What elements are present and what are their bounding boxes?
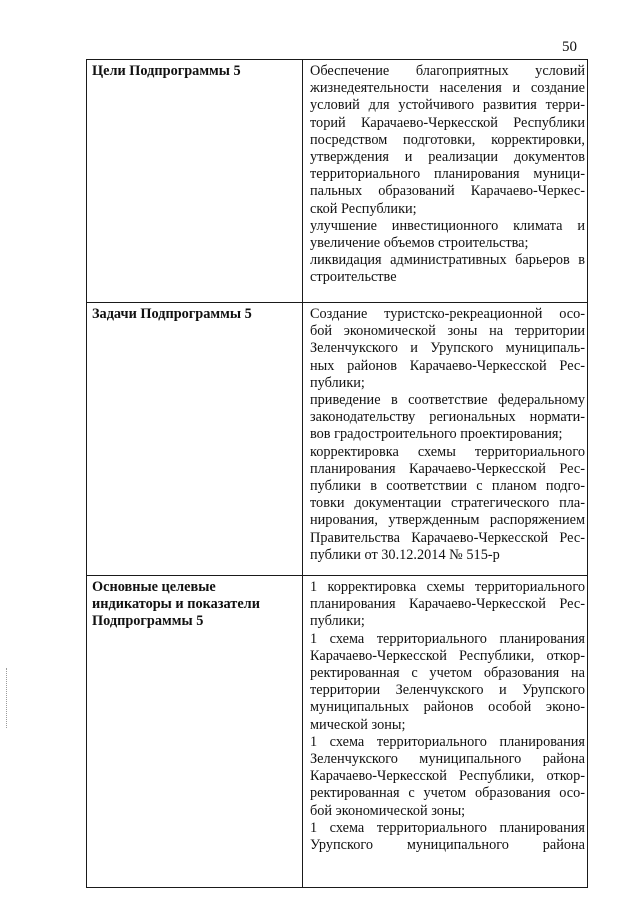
indicators-line: 1 схема территориального планирования (310, 630, 585, 647)
indicators-line: ректированная с учетом образования осо- (310, 785, 585, 802)
indicators-line: Карачаево-Черкесской Республики, откор- (310, 768, 585, 785)
indicators-label-line: Основные целевые (92, 579, 216, 595)
tasks-line: законодательству региональных нормати- (310, 409, 585, 426)
tasks-line: вов градостроительного проектирования; (310, 426, 563, 443)
indicators-line: территории Зеленчукского и Урупского (310, 682, 585, 699)
indicators-line: планирования Карачаево-Черкесской Рес- (310, 596, 585, 613)
tasks-line: планирования Карачаево-Черкесской Рес- (310, 460, 585, 477)
tasks-line: Зеленчукского и Урупского муниципаль- (310, 340, 585, 357)
goals-line: строительстве (310, 269, 397, 286)
indicators-line: 1 схема территориального планирования (310, 819, 585, 836)
goals-line: посредством подготовки, корректировки, (310, 131, 585, 148)
indicators-line: бой экономической зоны; (310, 802, 466, 819)
tasks-line: приведение в соответствие федеральному (310, 392, 585, 409)
indicators-label-line: индикаторы и показатели (92, 596, 260, 613)
goals-line: условий для устойчивого развития терри- (310, 97, 585, 114)
goals-line: ской Республики; (310, 200, 417, 217)
tasks-line: товки документации стратегического пла- (310, 495, 585, 512)
indicators-label (87, 576, 303, 888)
margin-marks (6, 668, 11, 728)
goals-line: увеличение объемов строительства; (310, 235, 529, 252)
indicators-line: 1 схема территориального планирования (310, 733, 585, 750)
subprogram-passport-table (86, 59, 588, 888)
indicators-line: публики; (310, 613, 365, 630)
indicators-label-line: Подпрограммы 5 (92, 613, 204, 630)
page-number: 50 (562, 39, 577, 55)
tasks-line: нирования, утвержденным распоряжением (310, 512, 585, 529)
tasks-line: публики от 30.12.2014 № 515-р (310, 546, 500, 563)
indicators-line: ректированная с учетом образования на (310, 665, 585, 682)
goals-label: Цели Подпрограммы 5 (87, 60, 303, 303)
tasks-line: корректировка схемы территориального (310, 443, 585, 460)
tasks-label: Задачи Подпрограммы 5 (87, 303, 303, 576)
tasks-line: ных районов Карачаево-Черкесской Рес- (310, 357, 585, 374)
tasks-line: публики; (310, 374, 365, 391)
tasks-line: Правительства Карачаево-Черкесской Рес- (310, 529, 585, 546)
goals-line: торий Карачаево-Черкесской Республики (310, 114, 585, 131)
table-row-tasks (87, 303, 588, 576)
indicators-line: Карачаево-Черкесской Республики, откор- (310, 647, 585, 664)
goals-line: утверждения и реализации документов (310, 149, 585, 166)
tasks-line: публики в соответствии с планом подго- (310, 478, 585, 495)
indicators-line: Урупского муниципального района (310, 837, 585, 854)
indicators-content (303, 576, 588, 888)
goals-line: Обеспечение благоприятных условий (310, 63, 585, 79)
goals-line: территориального планирования муници- (310, 166, 585, 183)
indicators-line: мической зоны; (310, 716, 406, 733)
table-row-goals (87, 60, 588, 303)
goals-content (303, 60, 588, 303)
tasks-line: бой экономической зоны на территории (310, 323, 585, 340)
goals-line: ликвидация административных барьеров в (310, 252, 585, 269)
tasks-content (303, 303, 588, 576)
tasks-line: Создание туристско-рекреационной осо- (310, 306, 585, 322)
indicators-line: муниципальных районов особой эконо- (310, 699, 585, 716)
indicators-line: 1 корректировка схемы территориального (310, 579, 585, 595)
goals-line: жизнедеятельности населения и создание (310, 80, 585, 97)
goals-line: улучшение инвестиционного климата и (310, 217, 585, 234)
goals-line: пальных образований Карачаево-Черкес- (310, 183, 585, 200)
table-row-indicators (87, 576, 588, 888)
indicators-line: Зеленчукского муниципального района (310, 751, 585, 768)
